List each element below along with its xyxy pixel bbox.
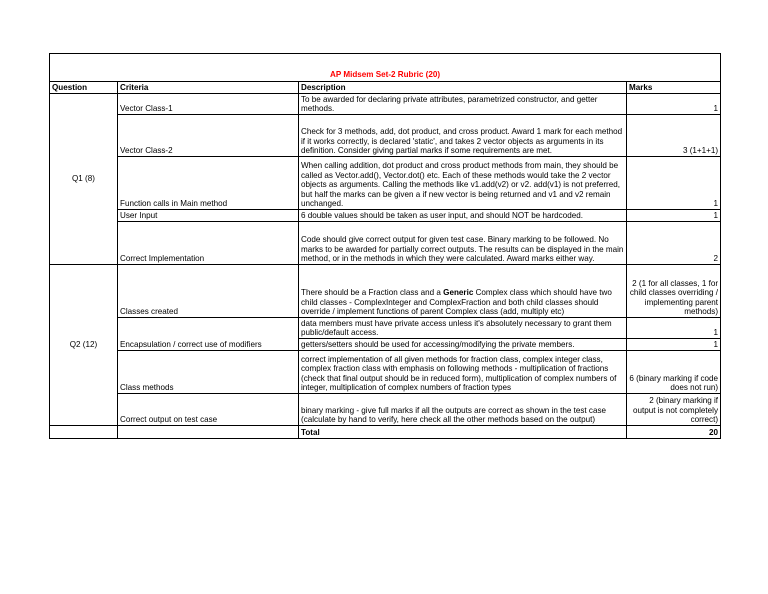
description-cell: To be awarded for declaring private attributes, parametrized constructor, and getter methods. — [299, 94, 627, 115]
table-row — [50, 157, 721, 210]
criteria-header: Criteria — [118, 82, 299, 94]
rubric-title: AP Midsem Set-2 Rubric (20) — [50, 54, 721, 82]
criteria-cell: Correct output on test case — [118, 394, 299, 426]
table-row — [50, 351, 721, 394]
marks-cell: 2 (1 for all classes, 1 for child classes overriding / implementing parent methods) — [627, 265, 721, 318]
criteria-cell: Correct Implementation — [118, 222, 299, 265]
description-cell: binary marking - give full marks if all the outputs are correct as shown in the test case (calculate by hand to verify, here check all the other methods based on the output) — [299, 394, 627, 426]
question-label-q2: Q2 (12) — [50, 265, 118, 426]
marks-cell: 1 — [627, 94, 721, 115]
empty-cell — [50, 426, 118, 439]
rubric-table — [49, 53, 721, 439]
criteria-cell: Encapsulation / correct use of modifiers — [118, 318, 299, 351]
criteria-cell: Vector Class-2 — [118, 115, 299, 157]
header-row — [50, 82, 721, 94]
description-cell: correct implementation of all given methods for fraction class, complex integer class, complex fraction class with emphasis on following methods - multiplication of fractions (check that final output should be in reduced form), multiplication of complex numbers of integer, multiplication of complex numbers of fraction types — [299, 351, 627, 394]
description-text: There should be a Fraction class and a — [301, 288, 444, 298]
description-cell: data members must have private access unless it's absolutely necessary to grant them public/default access. — [299, 318, 627, 339]
marks-cell: 2 (binary marking if output is not completely correct) — [627, 394, 721, 426]
question-label-q1: Q1 (8) — [50, 94, 118, 265]
empty-cell — [118, 426, 299, 439]
total-marks: 20 — [627, 426, 721, 439]
marks-cell: 1 — [627, 210, 721, 222]
table-row — [50, 318, 721, 339]
marks-cell: 2 — [627, 222, 721, 265]
question-header: Question — [50, 82, 118, 94]
table-row — [50, 94, 721, 115]
description-cell: Code should give correct output for given test case. Binary marking to be followed. No marks to be awarded for partially correct outputs. The results can be displayed in the main method, or in the methods in which they were calculated. Award marks either way. — [299, 222, 627, 265]
description-text: Complex class which should have two child classes - ComplexInteger and ComplexFraction and both child classes should override / implement functions of parent Complex class (add, multiply etc) — [301, 288, 612, 317]
table-row — [50, 210, 721, 222]
description-cell: When calling addition, dot product and cross product methods from main, they should be called as Vector.add(), Vector.dot() etc. Each of these methods would take the 2 vector objects as arguments. Calling the methods like v1.add(v2) or v2. add(v1) is not preferred, but half the marks can be given a if new vector is being returned and v1 and v2 remain unchanged. — [299, 157, 627, 210]
description-cell: getters/setters should be used for accessing/modifying the private members. — [299, 339, 627, 351]
description-header: Description — [299, 82, 627, 94]
marks-cell: 1 — [627, 157, 721, 210]
table-row — [50, 115, 721, 157]
criteria-cell: Class methods — [118, 351, 299, 394]
marks-header: Marks — [627, 82, 721, 94]
marks-cell: 6 (binary marking if code does not run) — [627, 351, 721, 394]
title-row — [50, 54, 721, 82]
description-cell — [299, 265, 627, 318]
table-row — [50, 222, 721, 265]
criteria-cell: User Input — [118, 210, 299, 222]
marks-cell: 3 (1+1+1) — [627, 115, 721, 157]
description-cell: 6 double values should be taken as user input, and should NOT be hardcoded. — [299, 210, 627, 222]
criteria-cell: Function calls in Main method — [118, 157, 299, 210]
criteria-cell: Classes created — [118, 265, 299, 318]
marks-cell: 1 — [627, 339, 721, 351]
table-row — [50, 265, 721, 318]
criteria-cell: Vector Class-1 — [118, 94, 299, 115]
total-row — [50, 426, 721, 439]
description-cell: Check for 3 methods, add, dot product, and cross product. Award 1 mark for each method if it works correctly, is declared 'static', and takes 2 vector objects as arguments in its definition. Consider giving partial marks if some requirements are met. — [299, 115, 627, 157]
table-row — [50, 394, 721, 426]
total-label: Total — [299, 426, 627, 439]
description-bold-text: Generic — [443, 288, 474, 298]
marks-cell: 1 — [627, 318, 721, 339]
